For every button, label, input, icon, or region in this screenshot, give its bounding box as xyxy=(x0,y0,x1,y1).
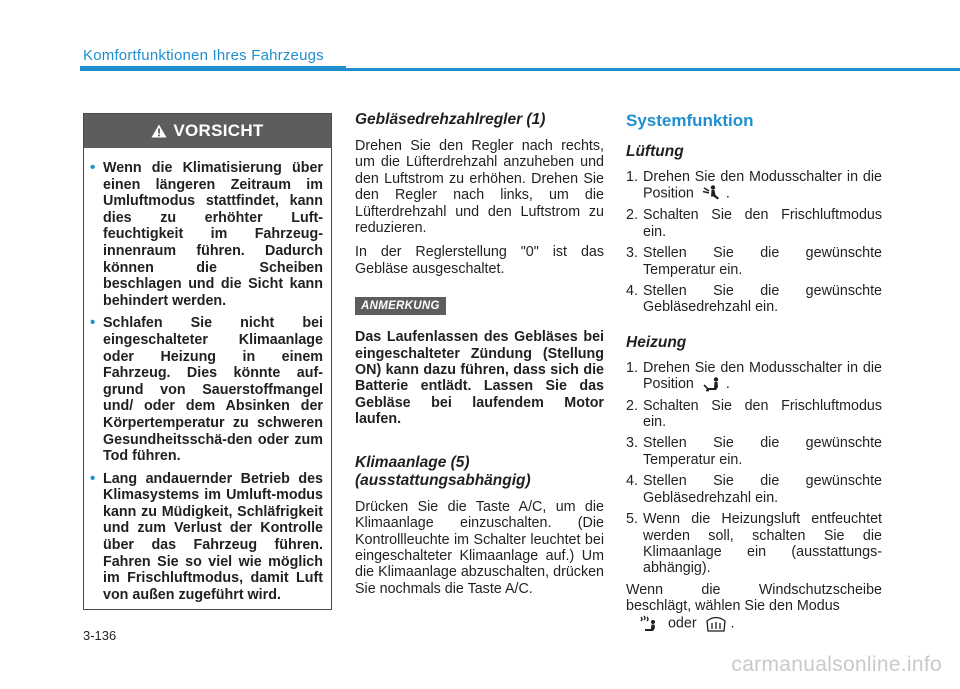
ac-heading xyxy=(355,454,604,490)
heating-step xyxy=(626,511,882,577)
windshield-paragraph xyxy=(626,582,882,632)
step-text: Stellen Sie die gewünschte Gebläsedrehzahl ein. xyxy=(643,473,882,506)
section-header-title: Komfortfunktionen Ihres Fahrzeugs xyxy=(83,47,324,64)
watermark: carmanualsonline.info xyxy=(731,653,942,676)
or-text: oder xyxy=(667,614,697,631)
step-text: Stellen Sie die gewünschte Gebläsedrehzahl ein. xyxy=(643,283,882,316)
ventilation-step xyxy=(626,207,882,240)
ac-heading-line1: Klimaanlage (5) xyxy=(355,453,470,471)
step-number: 2. xyxy=(626,397,638,414)
defrost-mode-icon xyxy=(705,615,727,632)
heating-steps xyxy=(626,360,882,577)
note-badge: ANMERKUNG xyxy=(355,297,446,315)
step-number: 1. xyxy=(626,169,638,185)
step-number: 3. xyxy=(626,435,638,452)
heating-step xyxy=(626,473,882,506)
ac-heading-line2: (ausstattungsabhängig) xyxy=(355,471,531,489)
heating-step xyxy=(626,360,882,393)
windshield-text: Wenn die Windschutzscheibe beschlägt, wählen Sie den Modus xyxy=(626,581,882,615)
caution-box xyxy=(83,113,332,610)
step-number: 2. xyxy=(626,207,638,224)
floor-defrost-mode-icon xyxy=(638,615,660,632)
fan-paragraph: Drehen Sie den Regler nach rechts, um die Lüfterdrehzahl anzuheben und den Luftstrom zu erhöhen. Drehen Sie den Regler nach links, um die Lüfterdrehzahl und den Luftstrom zu reduzieren. xyxy=(355,138,604,237)
caution-item: • Wenn die Klimatisierung über einen längeren Zeitraum im Umluftmodus stattfindet, kann dies zu erhöhter Luft-feuchtigkeit im Fahrzeug-innenraum führen. Dadurch können die Scheiben beschlagen und die Sicht kann behindert werden. xyxy=(103,160,323,309)
caution-item: • Schlafen Sie nicht bei eingeschalteter Klimaanlage oder Heizung in einem Fahrzeug. Dies könnte auf-grund von Sauerstoffmangel und/ oder dem Absinken der Körpertemperatur zu schweren Gesundheitsschä-den oder zum Tod führen. xyxy=(103,315,323,464)
ventilation-step xyxy=(626,169,882,202)
fan-column xyxy=(355,111,604,597)
caution-list xyxy=(84,148,331,603)
header-rule-accent xyxy=(80,66,346,71)
step-number: 4. xyxy=(626,283,638,300)
note-text: Das Laufenlassen des Gebläses bei eingeschalteter Zündung (Stellung ON) kann dazu führen, dass sich die Batterie entlädt. Lassen Sie das Gebläse bei laufendem Motor laufen. xyxy=(355,329,604,428)
header-rule xyxy=(80,68,960,71)
caution-heading xyxy=(84,114,331,148)
caution-item: • Lang andauernder Betrieb des Klimasystems im Umluft-modus kann zu Müdigkeit, Schläfrigkeit und zum Verlust der Kontrolle über das Fahrzeug führen. Fahren Sie so viel wie möglich im Frischluftmodus, damit Luft von außen zugeführt wird. xyxy=(103,471,323,604)
ventilation-step xyxy=(626,283,882,316)
fan-off-paragraph: In der Reglerstellung "0" ist das Gebläse ausgeschaltet. xyxy=(355,244,604,277)
step-text: Schalten Sie den Frischluftmodus ein. xyxy=(643,397,882,431)
ventilation-step xyxy=(626,245,882,278)
page-number: 3-136 xyxy=(83,628,117,643)
step-text: Stellen Sie die gewünschte Temperatur ein. xyxy=(643,245,882,278)
step-text-end: . xyxy=(725,185,730,202)
step-number: 4. xyxy=(626,473,638,490)
step-text: Stellen Sie die gewünschte Temperatur ein. xyxy=(643,435,882,468)
ventilation-heading: Lüftung xyxy=(626,143,684,160)
fan-heading: Gebläsedrehzahlregler (1) xyxy=(355,111,546,128)
heating-heading: Heizung xyxy=(626,333,687,351)
step-text: Drehen Sie den Modusschalter in die Position xyxy=(643,359,882,393)
step-text: Schalten Sie den Frischluftmodus ein. xyxy=(643,207,882,240)
warning-triangle-icon xyxy=(151,124,167,138)
step-number: 5. xyxy=(626,511,638,528)
heating-step xyxy=(626,435,882,468)
step-text: Drehen Sie den Modusschalter in die Position xyxy=(643,169,882,202)
ventilation-steps xyxy=(626,169,882,316)
step-number: 1. xyxy=(626,359,638,376)
period-text: . xyxy=(730,614,735,631)
step-text: Wenn die Heizungsluft entfeuchtet werden soll, schalten Sie die Klimaanlage ein (ausstattungs-abhängig). xyxy=(643,511,882,577)
system-column xyxy=(626,111,882,632)
ac-paragraph: Drücken Sie die Taste A/C, um die Klimaanlage einzuschalten. (Die Kontrollleuchte im Schalter leuchtet bei eingeschalteter Klimaanlage auf.) Um die Klimaanlage abzuschalten, drücken Sie nochmals die Taste A/C. xyxy=(355,498,604,597)
system-heading: Systemfunktion xyxy=(626,111,754,130)
caution-heading-label: VORSICHT xyxy=(173,121,264,140)
step-text-end: . xyxy=(725,376,730,393)
heating-step xyxy=(626,398,882,431)
floor-vent-mode-icon xyxy=(702,377,722,392)
face-vent-mode-icon xyxy=(702,185,722,202)
step-number: 3. xyxy=(626,245,638,262)
